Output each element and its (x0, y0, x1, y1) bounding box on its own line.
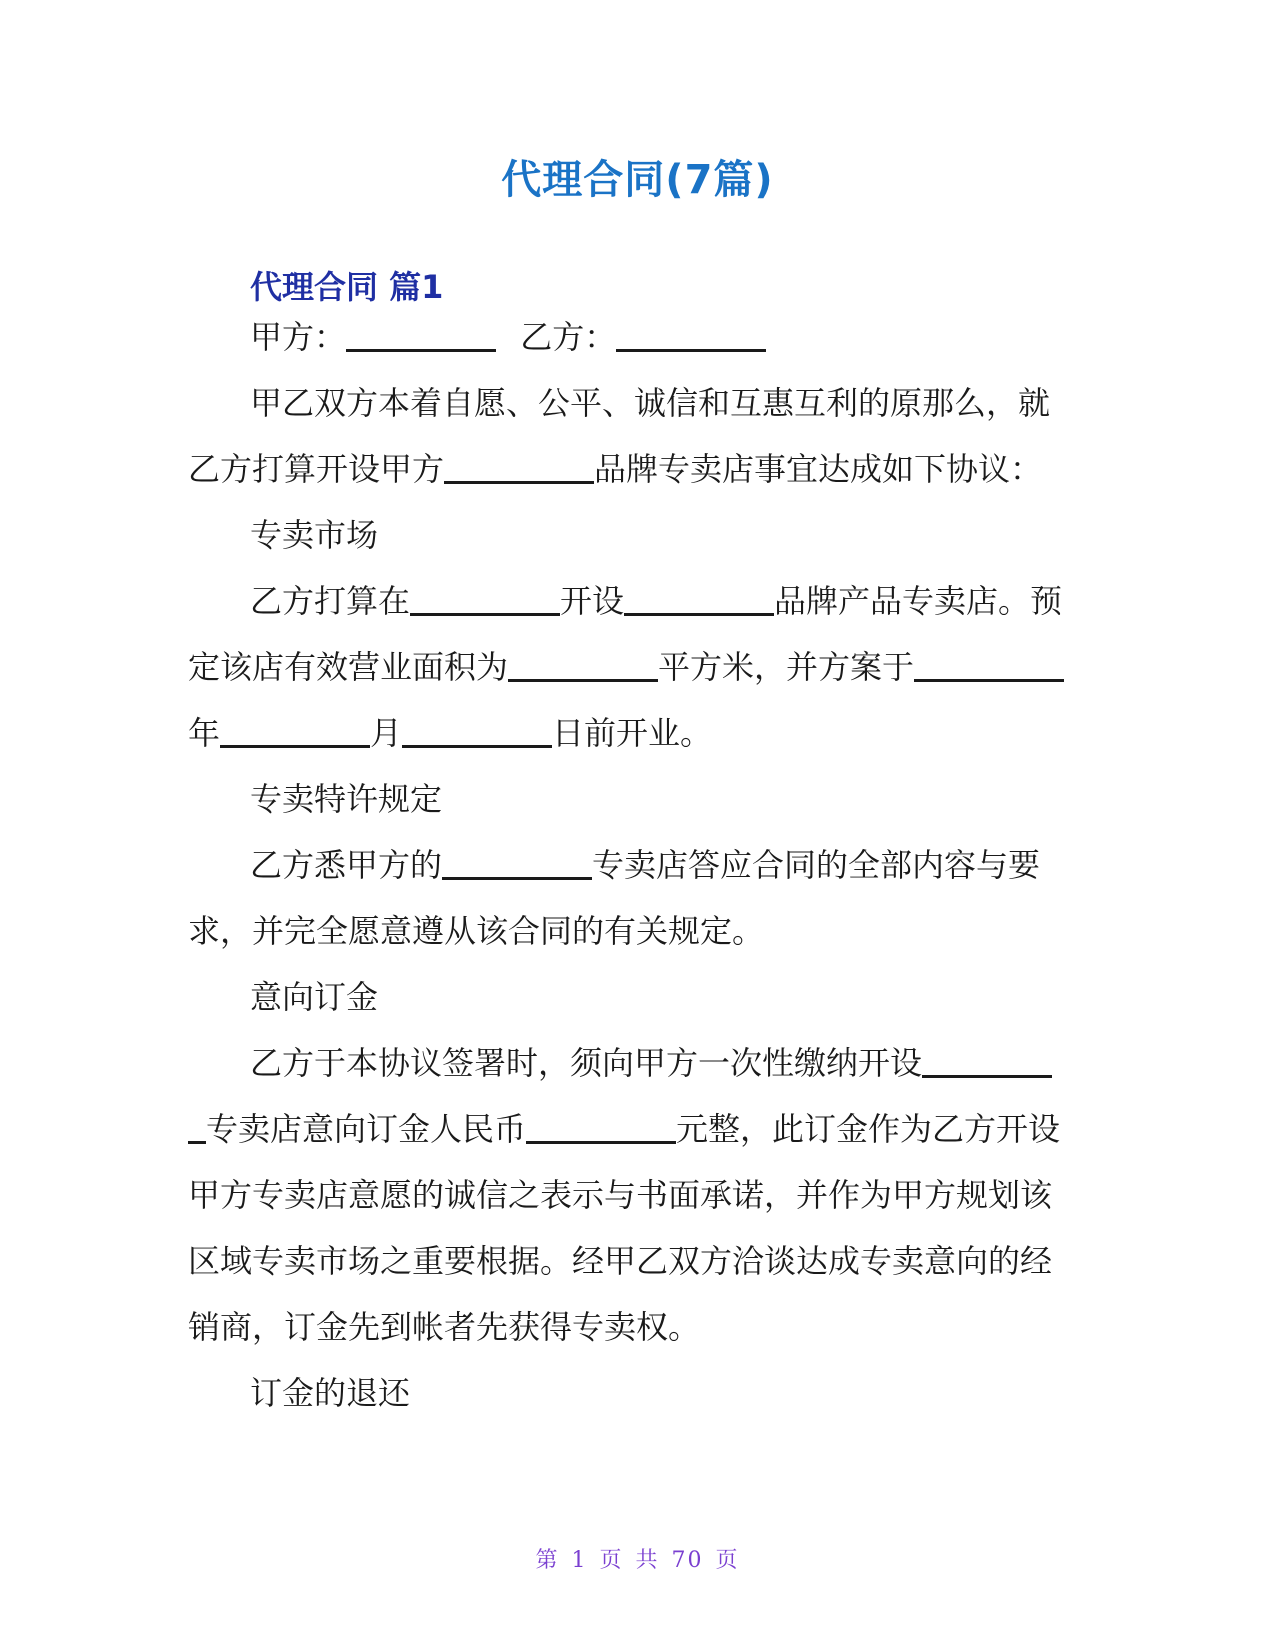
party-b-label: 乙方： (520, 318, 617, 356)
text-span: 乙方于本协议签署时，须向甲方一次性缴纳开设 (250, 1044, 923, 1082)
parties-line (188, 304, 1088, 370)
footer-gong: 共 (635, 1548, 660, 1573)
area-blank[interactable] (508, 639, 658, 682)
text-span: 平方米，并方案于 (658, 648, 915, 686)
month-blank[interactable] (220, 705, 370, 748)
footer-page-number: 1 (571, 1548, 588, 1573)
paragraph-line (188, 436, 1088, 502)
document-title: 代理合同(7篇) (501, 157, 774, 203)
text-span: 开设 (560, 582, 625, 620)
footer-ye: 页 (599, 1548, 624, 1573)
paragraph-line (188, 568, 1088, 634)
brand-blank-continued[interactable] (188, 1101, 206, 1144)
text-span: 专卖店答应合同的全部内容与要 (592, 846, 1041, 884)
text-span: 品牌产品专卖店。预 (774, 582, 1063, 620)
text-span: 元整，此订金作为乙方开设 (676, 1110, 1061, 1148)
brand-blank[interactable] (442, 837, 592, 880)
brand-blank[interactable] (624, 573, 774, 616)
party-a-label: 甲方： (250, 318, 347, 356)
paragraph-line: 区域专卖市场之重要根据。经甲乙双方洽谈达成专卖意向的经 (188, 1242, 1053, 1280)
paragraph-line (188, 700, 1088, 766)
text-span: 乙方悉甲方的 (250, 846, 443, 884)
clause-heading: 意向订金 (250, 978, 379, 1016)
paragraph-line (188, 1030, 1088, 1096)
paragraph-line (188, 832, 1088, 898)
section-heading: 代理合同 篇1 (250, 268, 444, 306)
page-footer (0, 1543, 1275, 1574)
footer-ye: 页 (715, 1548, 740, 1573)
clause-heading: 专卖市场 (250, 516, 379, 554)
text-span: 定该店有效营业面积为 (188, 648, 509, 686)
amount-blank[interactable] (526, 1101, 676, 1144)
day-blank[interactable] (402, 705, 552, 748)
text-span: 品牌专卖店事宜达成如下协议： (594, 450, 1043, 488)
location-blank[interactable] (410, 573, 560, 616)
paragraph-line: 求，并完全愿意遵从该合同的有关规定。 (188, 912, 765, 950)
footer-di: 第 (535, 1548, 560, 1573)
party-a-blank[interactable] (346, 309, 496, 352)
footer-total-pages: 70 (671, 1548, 704, 1573)
brand-blank[interactable] (922, 1035, 1052, 1078)
paragraph-line: 甲方专卖店意愿的诚信之表示与书面承诺，并作为甲方规划该 (188, 1176, 1053, 1214)
text-span: 月 (370, 714, 403, 752)
paragraph-line: 销商，订金先到帐者先获得专卖权。 (188, 1308, 701, 1346)
paragraph-line (188, 1096, 1088, 1162)
brand-blank[interactable] (444, 441, 594, 484)
clause-heading: 专卖特许规定 (250, 780, 443, 818)
text-span: 乙方打算开设甲方 (188, 450, 445, 488)
party-b-blank[interactable] (616, 309, 766, 352)
paragraph-line: 甲乙双方本着自愿、公平、诚信和互惠互利的原那么，就 (250, 384, 1051, 422)
year-blank[interactable] (914, 639, 1064, 682)
text-span: 年 (188, 714, 221, 752)
paragraph-line (188, 634, 1088, 700)
clause-heading: 订金的退还 (250, 1374, 411, 1412)
text-span: 专卖店意向订金人民币 (206, 1110, 527, 1148)
text-span: 乙方打算在 (250, 582, 411, 620)
document-body (188, 304, 1088, 1426)
text-span: 日前开业。 (552, 714, 713, 752)
